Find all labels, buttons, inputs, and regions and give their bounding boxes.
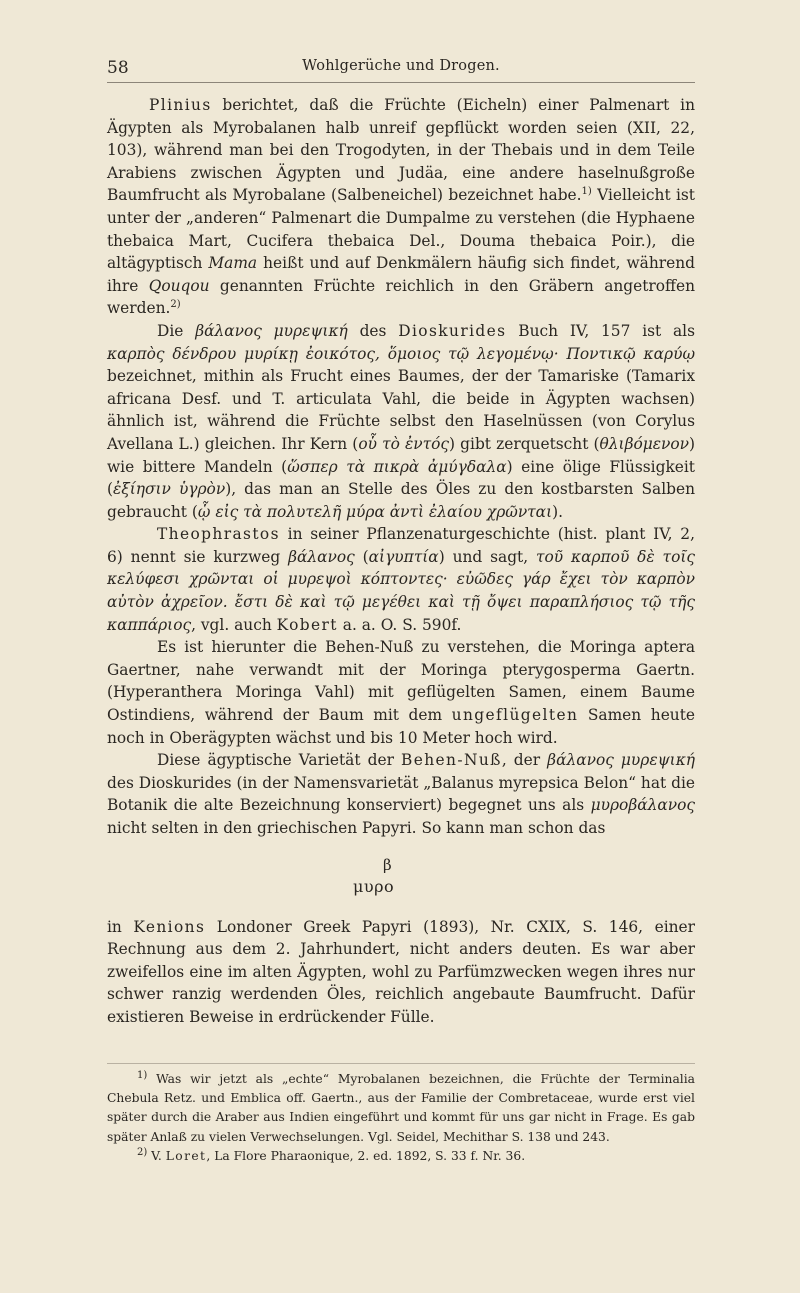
- text: , vgl. auch: [191, 615, 277, 634]
- footnote-ref[interactable]: 1): [581, 186, 592, 198]
- abbreviation-text: μυρο: [353, 876, 395, 896]
- abbreviation-superscript: β: [383, 855, 392, 874]
- text: ) gibt zerquetscht (: [449, 434, 600, 453]
- text: in seiner Pflanzenaturgeschichte (hist. plant IV, 2, 6) nennt sie kurzweg: [107, 525, 695, 566]
- footnotes: [107, 1070, 695, 1166]
- greek-term: ὥσπερ τὰ πικρὰ ἀμύγδαλα: [287, 457, 507, 476]
- paragraph-theophrastos: [107, 523, 695, 636]
- footnote-divider: [107, 1063, 695, 1064]
- footnote-ref[interactable]: 2): [170, 299, 181, 311]
- paragraph-dioskurides: [107, 320, 695, 523]
- running-title: Wohlgerüche und Drogen.: [302, 58, 500, 74]
- text: Buch IV, 157 ist als: [506, 321, 696, 340]
- greek-term: αἰγυπτία: [368, 547, 439, 566]
- author-name: Dioskurides: [398, 321, 507, 340]
- text: heißt und auf Denkmälern häufig sich findet, während ihre: [107, 254, 695, 295]
- page-number: 58: [107, 58, 129, 78]
- paragraph-behen-nut: [107, 636, 695, 749]
- text: Samen heute noch in Oberägypten wächst und bis 10 Meter hoch wird.: [107, 706, 696, 747]
- text: ) eine ölige Flüssigkeit (: [107, 457, 695, 499]
- greek-term: βάλανος: [288, 547, 355, 566]
- text: in: [107, 917, 134, 936]
- footnote-text: , La Flore Pharaonique, 2. ed. 1892, S. 33 f. Nr. 36.: [206, 1148, 526, 1163]
- greek-term: θλιβόμενον: [599, 434, 689, 453]
- paragraph-plinius: [107, 94, 695, 320]
- spaced-term: ungeflügelten: [451, 706, 579, 725]
- text: ) wie bittere Mandeln (: [107, 434, 696, 476]
- author-name: Plinius: [149, 96, 212, 114]
- paragraph-varietat: [107, 749, 695, 839]
- text: ) und sagt,: [438, 547, 537, 566]
- footnote-2: [107, 1147, 695, 1166]
- paragraph-kenion: [107, 916, 695, 1029]
- text: nicht selten in den griechischen Papyri. So kann man schon das: [107, 819, 606, 837]
- greek-term: βάλανος μυρεψική: [547, 751, 696, 770]
- greek-term: μυροβάλανος: [590, 796, 695, 815]
- text: genannten Früchte reichlich in den Gräbern angetroffen werden.: [107, 276, 695, 318]
- italic-term: Qouqou: [148, 276, 210, 295]
- text: Londoner Greek Papyri (1893), Nr. CXIX, S. 146, einer Rechnung aus dem 2. Jahrhundert, nicht anders deuten. Es war aber zweifellos eine im alten Ägypten, wohl zu Parfümzwecken wegen ihres nur schwer ranzig werdenden Öles, reichlich angebaute Baumfrucht. Dafür existieren Beweise in erdrückender Fülle.: [107, 917, 695, 1026]
- text: Es ist hierunter die Behen-Nuß zu verstehen, die Moringa aptera Gaertner, nahe verwandt mit der Moringa pterygosperma Gaertn. (Hyperanthera Moringa Vahl) mit geflügelten Samen, einem Baume Ostindiens, während der Baum mit dem: [107, 638, 695, 725]
- text: berichtet, daß die Früchte (Eicheln) einer Palmenart in Ägypten als Myrobalanen halb unreif gepflückt worden seien (XII, 22, 103), während man bei den Trogodyten, in der Thebais und in dem Teile Arabiens zwischen Ägypten und Judäa, eine andere haselnußgroße Baumfrucht als Myrobalane (Salbeneichel) bezeichnet habe.: [107, 96, 695, 205]
- footnote-mark: 2): [137, 1146, 148, 1158]
- italic-term: Mama: [208, 254, 258, 273]
- footnote-mark: 1): [137, 1069, 148, 1081]
- text: (: [354, 547, 369, 566]
- footnote-text: V.: [147, 1148, 166, 1163]
- body-text: [107, 94, 695, 1029]
- spaced-term: Behen-Nuß: [401, 751, 502, 770]
- text: ).: [552, 502, 564, 521]
- text: des Dioskurides (in der Namensvarietät „Balanus myrepsica Belon“ hat die Botanik die alte Bezeichnung konserviert) begegnet uns als: [107, 773, 695, 815]
- text: Diese ägyptische Varietät der: [157, 751, 401, 770]
- greek-quote: καρπὸς δένδρου μυρίκῃ ἐοικότος, ὅμοιος τῷ λεγομένῳ· Ποντικῷ καρύῳ: [107, 344, 695, 363]
- text: des: [347, 321, 399, 340]
- greek-term: βάλανος μυρεψική: [195, 321, 348, 340]
- author-name: Kenions: [133, 917, 206, 936]
- text: ), das man an Stelle des Öles zu den kostbarsten Salben gebraucht (: [107, 480, 696, 521]
- text: Die: [157, 321, 196, 340]
- greek-quote: τοῦ καρποῦ δὲ τοῖς κελύφεσι χρῶνται οἱ μυρεψοὶ κόπτοντες· εὐῶδες γάρ ἔχει τὸν καρπὸν αὐτὸν ἀχρεῖον. ἔστι δὲ καὶ τῷ μεγέθει καὶ τῇ ὄψει παραπλήσιος τῷ τῆς καππάριος: [107, 547, 695, 634]
- author-name: Loret: [165, 1148, 207, 1163]
- text: bezeichnet, mithin als Frucht eines Baumes, der der Tamariske (Tamarix africana Desf. und T. articulata Vahl, die beide in Ägypten wachsen) ähnlich ist, während die Früchte selbst den Haselnüssen (von Corylus Avellana L.) gleichen. Ihr Kern (: [107, 367, 695, 453]
- text: a. a. O. S. 590f.: [337, 615, 462, 634]
- author-name: Theophrastos: [157, 525, 280, 544]
- greek-quote: ᾧ εἰς τὰ πολυτελῆ μύρα ἀντὶ ἐλαίου χρῶνται: [197, 502, 553, 521]
- greek-term: οὗ τὸ ἐντός: [358, 434, 450, 453]
- text: Vielleicht ist unter der „anderen“ Palmenart die Dumpalme zu verstehen (die Hyphaene thebaica Mart, Cucifera thebaica Del., Douma thebaica Poir.), die altägyptisch: [107, 186, 695, 273]
- footnote-1: [107, 1070, 695, 1147]
- text: , der: [501, 751, 548, 770]
- author-name: Kobert: [276, 615, 338, 634]
- papyrus-abbreviation: [107, 846, 695, 916]
- page-header: [107, 56, 695, 83]
- greek-term: ἐξίησιν ὑγρὸν: [113, 480, 226, 499]
- footnote-text: Was wir jetzt als „echte“ Myrobalanen bezeichnen, die Früchte der Terminalia Chebula Retz. und Emblica off. Gaertn., aus der Familie der Combretaceae, wurde erst viel später durch die Araber aus Indien eingeführt und kommt für uns gar nicht in Frage. Es gab später Anlaß zu vielen Verwechselungen. Vgl. Seidel, Mechithar S. 138 und 243.: [107, 1072, 695, 1144]
